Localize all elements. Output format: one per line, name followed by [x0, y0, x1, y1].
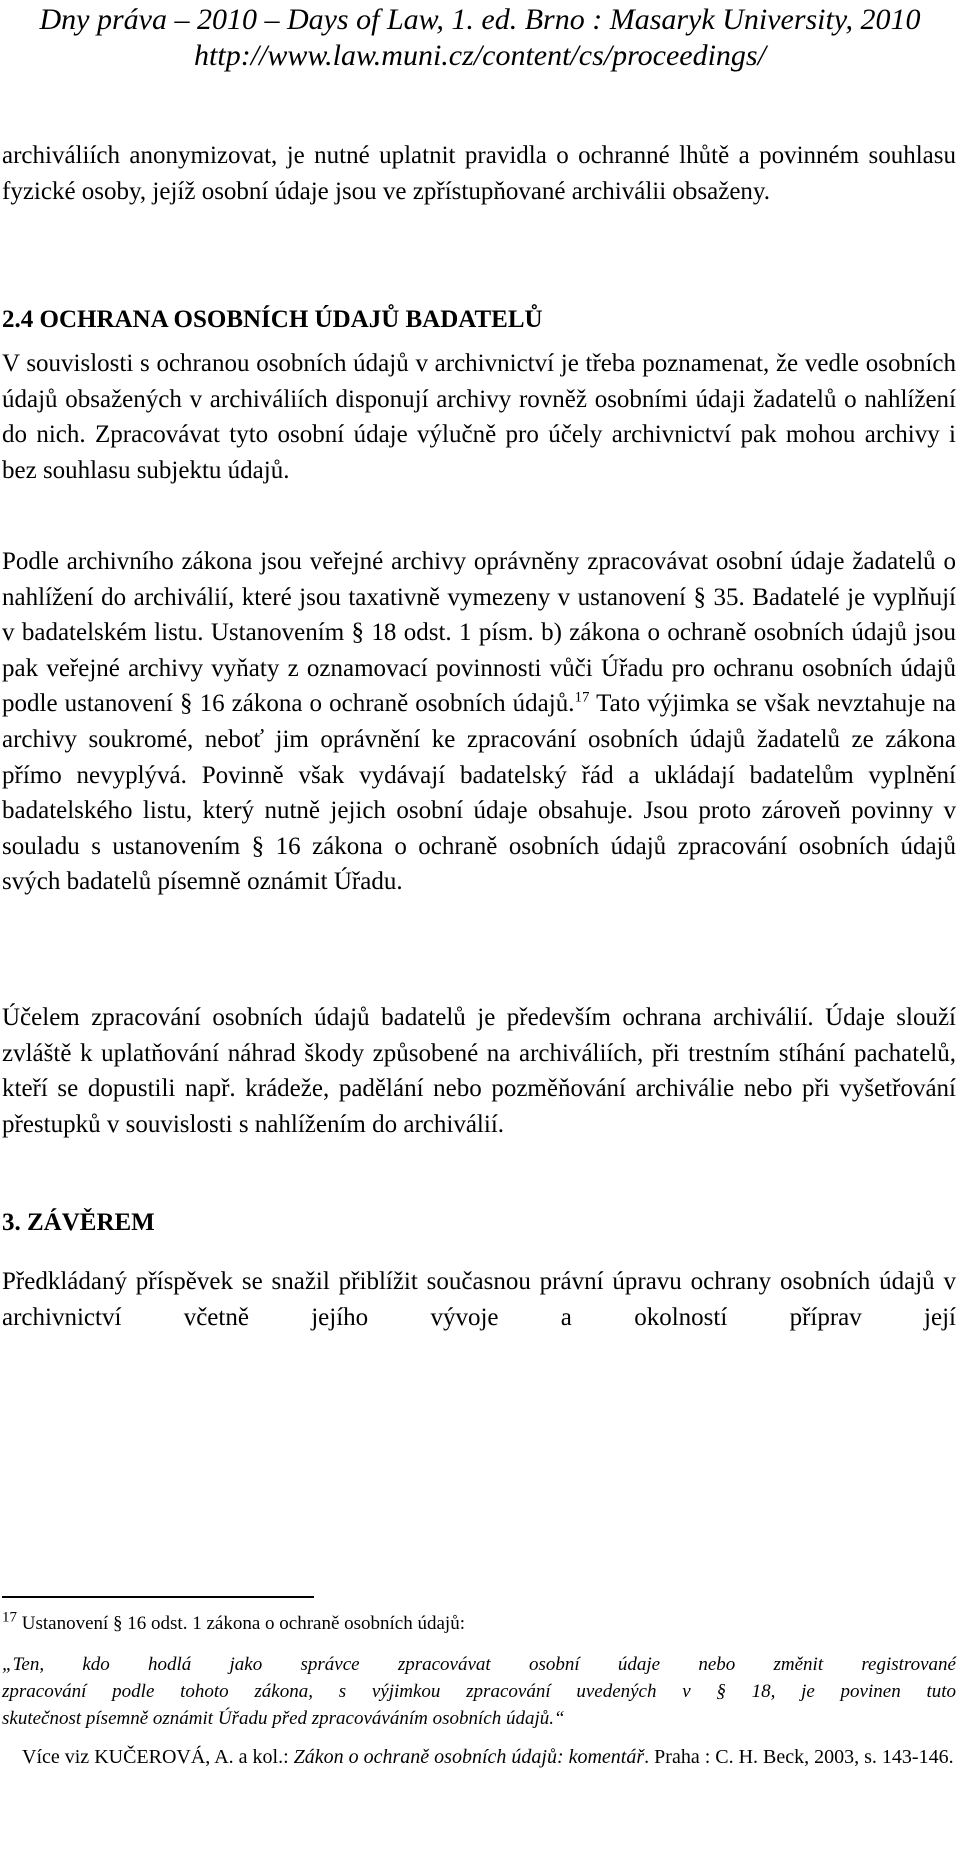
section-3-paragraph-1: Předkládaný příspěvek se snažil přiblížit současnou právní úpravu ochrany osobních údajů v archivnictví včetně jejího vývoje a okolností příprav její	[2, 1268, 956, 1331]
footnote-quote-line-3: skutečnost písemně oznámit Úřadu před zpracováváním osobních údajů.“	[2, 1708, 565, 1729]
header-citation: Dny práva – 2010 – Days of Law, 1. ed. Brno : Masaryk University, 2010	[39, 3, 921, 36]
footnote-book-title: Zákon o ochraně osobních údajů: komentář	[293, 1746, 645, 1768]
footnote-intro-line	[2, 1610, 956, 1637]
header-url: http://www.law.muni.cz/content/cs/proceedings/	[194, 39, 766, 72]
section-2-4-paragraph-1: V souvislosti s ochranou osobních údajů v archivnictví je třeba poznamenat, že vedle osobních údajů obsažených v archiváliích disponují archivy rovněž osobními údaji žadatelů o nahlížení do nich. Zpracovávat tyto osobní údaje výlučně pro účely archivnictví pak mohou archivy i bez souhlasu subjektu údajů.	[2, 350, 956, 484]
footnote-quote-line-2: zpracování podle tohoto zákona, s výjimkou zpracování uvedených v § 18, je povinen tuto	[2, 1681, 956, 1702]
paragraph-2-text-b: Tato výjimka se však nevztahuje na archivy soukromé, neboť jim oprávnění ke zpracování osobních údajů žadatelů ze zákona přímo nevyplývá. Povinně však vydávají badatelský řád a ukládají badatelům vyplnění badatelského listu, který nutně jejich osobní údaje obsahuje. Jsou proto zároveň povinny v souladu s ustanovením § 16 zákona o ochraně osobních údajů zpracování osobních údajů svých badatelů písemně oznámit Úřadu.	[2, 690, 956, 896]
footnote-more-suffix: . Praha : C. H. Beck, 2003, s. 143-146.	[644, 1746, 954, 1768]
footnote-intro: Ustanovení § 16 odst. 1 zákona o ochraně osobních údajů:	[21, 1613, 465, 1634]
footnote-more-prefix: Více viz KUČEROVÁ, A. a kol.:	[22, 1746, 294, 1768]
paragraph-2-text-a: Podle archivního zákona jsou veřejné archivy oprávněny zpracovávat osobní údaje žadatelů o nahlížení do archiválií, které jsou taxativně vymezeny v ustanovení § 35. Badatelé je vyplňují v badatelském listu. Ustanovením § 18 odst. 1 písm. b) zákona o ochraně osobních údajů jsou pak veřejné archivy vyňaty z oznamovací povinnosti vůči Úřadu pro ochranu osobních údajů podle ustanovení § 16 zákona o ochraně osobních údajů.	[2, 548, 956, 718]
section-2-4-paragraph-3: Účelem zpracování osobních údajů badatelů je především ochrana archiválií. Údaje slouží zvláště k uplatňování náhrad škody způsobené na archiváliích, při trestním stíhání pachatelů, kteří se dopustili např. krádeže, padělání nebo pozměňování archiválie nebo při vyšetřování přestupků v souvislosti s nahlížením do archiválií.	[2, 1004, 956, 1138]
footnote-17	[2, 1610, 956, 1771]
section-2-4-paragraph-2	[2, 544, 956, 900]
footnote-reference-note	[2, 1744, 956, 1771]
footnote-number: 17	[2, 1609, 17, 1626]
footnote-reference: 17	[574, 690, 590, 707]
footnote-separator	[2, 1596, 314, 1598]
footnote-quote	[2, 1651, 956, 1732]
section-2-4-body-3	[2, 1000, 956, 1142]
intro-paragraph: archiváliích anonymizovat, je nutné uplatnit pravidla o ochranné lhůtě a povinném souhlasu fyzické osoby, jejíž osobní údaje jsou ve zpřístupňované archiválii obsaženy.	[2, 142, 956, 205]
section-3-heading: 3. ZÁVĚREM	[2, 1209, 155, 1236]
page-header	[0, 2, 960, 74]
section-3-body	[2, 1264, 956, 1335]
intro-paragraph-block	[2, 138, 956, 209]
footnote-quote-line-1: „Ten, kdo hodlá jako správce zpracovávat osobní údaje nebo změnit registrované	[2, 1654, 956, 1675]
section-2-4-body-2	[2, 544, 956, 900]
section-2-4-body	[2, 346, 956, 488]
section-2-4-heading: 2.4 OCHRANA OSOBNÍCH ÚDAJŮ BADATELŮ	[2, 306, 543, 333]
